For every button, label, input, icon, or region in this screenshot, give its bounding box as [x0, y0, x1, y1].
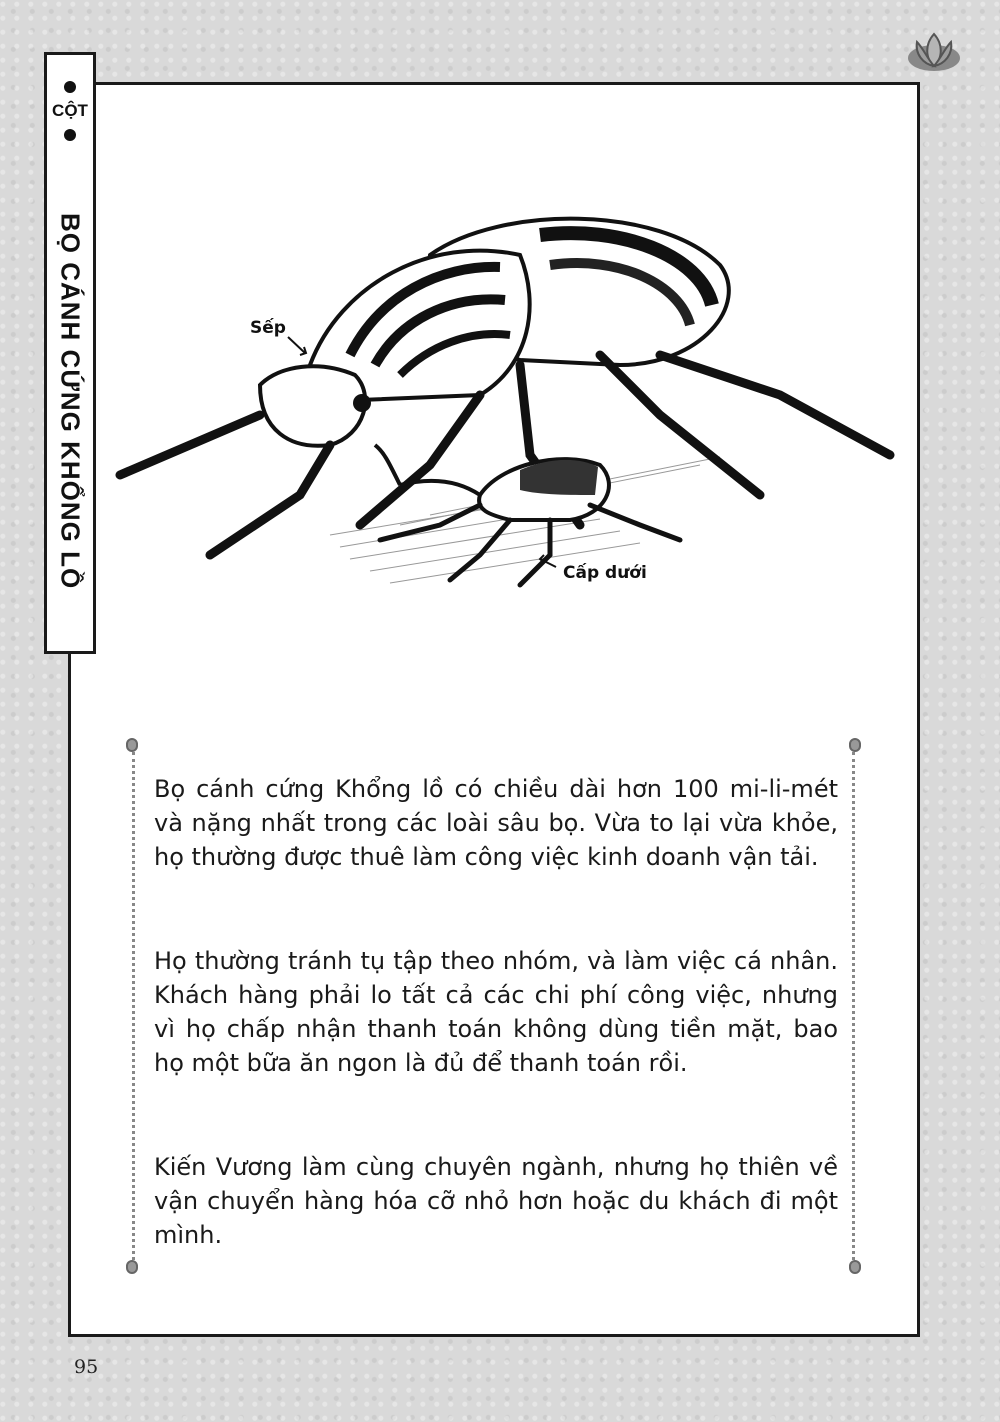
article-box: [126, 738, 861, 1274]
page-number: 95: [74, 1356, 99, 1378]
article-paragraph: Họ thường tránh tụ tập theo nhóm, và làm việc cá nhân. Khách hàng phải lo tất cả các chi phí công việc, nhưng vì họ chấp nhận thanh toán không dùng tiền mặt, bao họ một bữa ăn ngon là đủ để thanh toán rồi.: [154, 947, 838, 1077]
box-corner-knob: [126, 1260, 138, 1274]
lotus-icon: [905, 28, 963, 74]
box-corner-knob: [126, 738, 138, 752]
box-corner-knob: [849, 738, 861, 752]
label-boss: Sếp: [250, 318, 286, 338]
section-title: BỌ CÁNH CỨNG KHỔNG LỒ: [55, 213, 86, 590]
label-subordinate: Cấp dưới: [563, 563, 647, 583]
column-label: CỘT: [52, 101, 88, 120]
beetle-illustration: [100, 195, 910, 615]
box-corner-knob: [849, 1260, 861, 1274]
bullet-dot: [64, 81, 76, 93]
article-paragraph: Kiến Vương làm cùng chuyên ngành, nhưng họ thiên về vận chuyển hàng hóa cỡ nhỏ hơn hoặc du khách đi một mình.: [154, 1153, 838, 1249]
bullet-dot: [64, 129, 76, 141]
box-border-left: [132, 752, 135, 1260]
column-side-tab: [44, 52, 96, 654]
box-border-right: [852, 752, 855, 1260]
article-paragraph: Bọ cánh cứng Khổng lồ có chiều dài hơn 100 mi-li-mét và nặng nhất trong các loài sâu bọ. Vừa to lại vừa khỏe, họ thường được thuê làm công việc kinh doanh vận tải.: [154, 775, 838, 871]
